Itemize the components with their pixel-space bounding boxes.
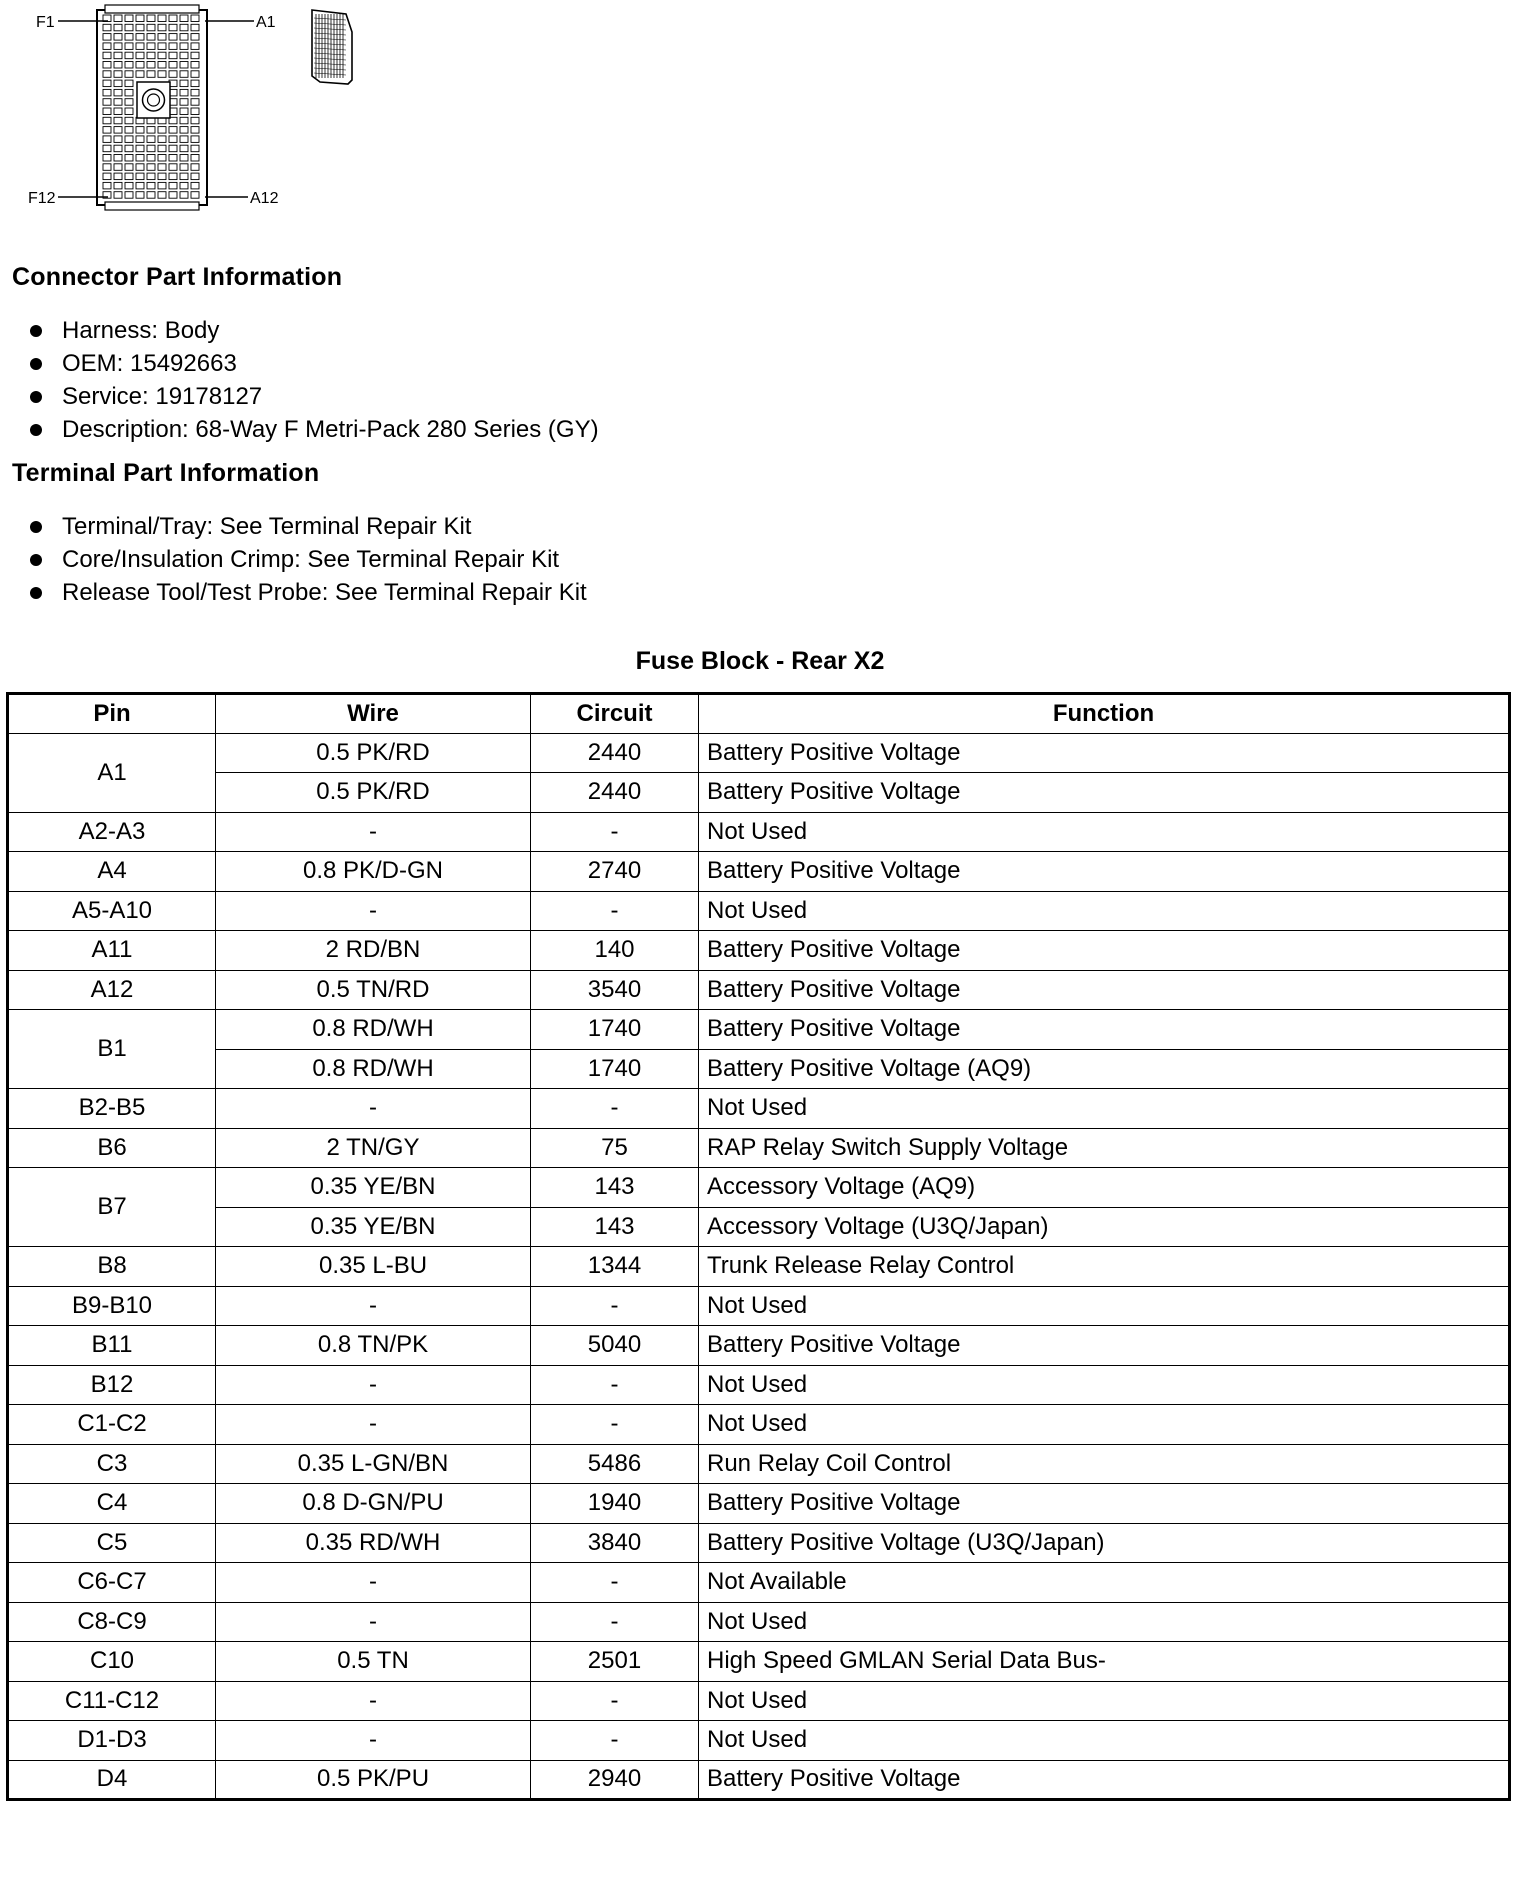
cell-pin: B1 xyxy=(8,1010,216,1089)
table-row xyxy=(8,970,1510,1010)
cell-wire: - xyxy=(216,1563,531,1603)
cell-function: Not Used xyxy=(699,1681,1510,1721)
cell-function: Not Used xyxy=(699,1602,1510,1642)
cell-function: Battery Positive Voltage (U3Q/Japan) xyxy=(699,1523,1510,1563)
cell-wire: 0.35 L-BU xyxy=(216,1247,531,1287)
cell-function: Not Used xyxy=(699,1089,1510,1129)
table-row xyxy=(8,733,1510,773)
side-body xyxy=(312,10,352,84)
table-row xyxy=(8,1089,1510,1129)
cell-function: Battery Positive Voltage xyxy=(699,852,1510,892)
cell-wire: 0.5 PK/RD xyxy=(216,773,531,813)
cell-pin: C4 xyxy=(8,1484,216,1524)
cell-circuit: - xyxy=(531,1721,699,1761)
header-circuit: Circuit xyxy=(531,694,699,734)
table-row xyxy=(8,1602,1510,1642)
cell-function: Battery Positive Voltage xyxy=(699,970,1510,1010)
cell-function: Accessory Voltage (U3Q/Japan) xyxy=(699,1207,1510,1247)
header-pin: Pin xyxy=(8,694,216,734)
cell-circuit: 1344 xyxy=(531,1247,699,1287)
cell-circuit: - xyxy=(531,1405,699,1445)
cell-function: Not Used xyxy=(699,891,1510,931)
cell-wire: 0.8 PK/D-GN xyxy=(216,852,531,892)
cell-circuit: - xyxy=(531,891,699,931)
terminal-info-item: Core/Insulation Crimp: See Terminal Repair Kit xyxy=(30,543,587,576)
cell-wire: - xyxy=(216,1681,531,1721)
pin-table xyxy=(6,692,1511,1801)
cell-pin: C11-C12 xyxy=(8,1681,216,1721)
table-row xyxy=(8,812,1510,852)
table-row xyxy=(8,1168,1510,1208)
cell-pin: D1-D3 xyxy=(8,1721,216,1761)
cell-wire: 0.5 PK/PU xyxy=(216,1760,531,1800)
table-row xyxy=(8,1128,1510,1168)
cell-pin: C5 xyxy=(8,1523,216,1563)
cell-pin: C6-C7 xyxy=(8,1563,216,1603)
cell-function: Battery Positive Voltage xyxy=(699,1326,1510,1366)
cell-circuit: - xyxy=(531,1365,699,1405)
label-a12: A12 xyxy=(250,190,279,207)
cell-function: Run Relay Coil Control xyxy=(699,1444,1510,1484)
terminal-info-item: Release Tool/Test Probe: See Terminal Repair Kit xyxy=(30,576,587,609)
cell-function: Not Used xyxy=(699,1405,1510,1445)
connector-info-item: Harness: Body xyxy=(30,314,599,347)
cell-function: Trunk Release Relay Control xyxy=(699,1247,1510,1287)
cell-pin: B8 xyxy=(8,1247,216,1287)
cell-wire: - xyxy=(216,1602,531,1642)
table-row xyxy=(8,1049,1510,1089)
cell-circuit: 5040 xyxy=(531,1326,699,1366)
cell-function: Not Available xyxy=(699,1563,1510,1603)
cell-pin: B12 xyxy=(8,1365,216,1405)
cell-circuit: 1940 xyxy=(531,1484,699,1524)
cell-function: Accessory Voltage (AQ9) xyxy=(699,1168,1510,1208)
cell-wire: 0.5 PK/RD xyxy=(216,733,531,773)
cell-wire: 0.35 YE/BN xyxy=(216,1168,531,1208)
connector-info-item: Service: 19178127 xyxy=(30,380,599,413)
cell-pin: B7 xyxy=(8,1168,216,1247)
cell-wire: - xyxy=(216,891,531,931)
cell-wire: 0.35 L-GN/BN xyxy=(216,1444,531,1484)
connector-info-item: OEM: 15492663 xyxy=(30,347,599,380)
cell-function: Battery Positive Voltage xyxy=(699,931,1510,971)
table-row xyxy=(8,1484,1510,1524)
cell-circuit: 5486 xyxy=(531,1444,699,1484)
cell-circuit: 1740 xyxy=(531,1049,699,1089)
table-row xyxy=(8,1405,1510,1445)
cell-pin: D4 xyxy=(8,1760,216,1800)
terminal-heading: Terminal Part Information xyxy=(12,459,320,487)
cell-wire: 0.35 RD/WH xyxy=(216,1523,531,1563)
cell-wire: - xyxy=(216,1721,531,1761)
connector-info-item: Description: 68-Way F Metri-Pack 280 Series (GY) xyxy=(30,413,599,446)
cell-wire: - xyxy=(216,812,531,852)
cell-pin: B11 xyxy=(8,1326,216,1366)
terminal-info-list xyxy=(30,510,587,609)
table-row xyxy=(8,1681,1510,1721)
cell-function: Not Used xyxy=(699,1721,1510,1761)
cell-pin: A4 xyxy=(8,852,216,892)
cell-function: High Speed GMLAN Serial Data Bus- xyxy=(699,1642,1510,1682)
cell-wire: 0.8 RD/WH xyxy=(216,1049,531,1089)
connector-diagram xyxy=(0,0,420,220)
table-row xyxy=(8,1207,1510,1247)
cell-function: Battery Positive Voltage xyxy=(699,1010,1510,1050)
cell-circuit: 2501 xyxy=(531,1642,699,1682)
table-row xyxy=(8,1760,1510,1800)
connector-heading: Connector Part Information xyxy=(12,263,343,291)
cell-pin: C1-C2 xyxy=(8,1405,216,1445)
table-row xyxy=(8,1444,1510,1484)
cell-circuit: 3540 xyxy=(531,970,699,1010)
table-row xyxy=(8,1010,1510,1050)
table-caption: Fuse Block - Rear X2 xyxy=(635,647,885,675)
cell-wire: 0.8 RD/WH xyxy=(216,1010,531,1050)
cell-function: Not Used xyxy=(699,1365,1510,1405)
cell-circuit: 143 xyxy=(531,1207,699,1247)
cell-function: Battery Positive Voltage xyxy=(699,773,1510,813)
cell-circuit: 2940 xyxy=(531,1760,699,1800)
table-row xyxy=(8,773,1510,813)
table-row xyxy=(8,1642,1510,1682)
cell-function: Battery Positive Voltage (AQ9) xyxy=(699,1049,1510,1089)
table-row xyxy=(8,1365,1510,1405)
cell-circuit: 143 xyxy=(531,1168,699,1208)
cell-pin: B2-B5 xyxy=(8,1089,216,1129)
header-wire: Wire xyxy=(216,694,531,734)
cell-pin: C10 xyxy=(8,1642,216,1682)
cell-wire: - xyxy=(216,1365,531,1405)
cell-function: RAP Relay Switch Supply Voltage xyxy=(699,1128,1510,1168)
cell-pin: C3 xyxy=(8,1444,216,1484)
cell-pin: C8-C9 xyxy=(8,1602,216,1642)
table-header-row xyxy=(8,694,1510,734)
cell-circuit: - xyxy=(531,812,699,852)
label-f12: F12 xyxy=(28,190,56,207)
cell-wire: - xyxy=(216,1405,531,1445)
table-row xyxy=(8,852,1510,892)
cell-circuit: 3840 xyxy=(531,1523,699,1563)
cell-circuit: - xyxy=(531,1286,699,1326)
table-row xyxy=(8,1326,1510,1366)
table-row xyxy=(8,1563,1510,1603)
cell-wire: 0.8 D-GN/PU xyxy=(216,1484,531,1524)
connector-side-view xyxy=(312,10,352,84)
table-row xyxy=(8,1523,1510,1563)
cell-pin: A5-A10 xyxy=(8,891,216,931)
cell-wire: - xyxy=(216,1286,531,1326)
cell-circuit: - xyxy=(531,1089,699,1129)
table-row xyxy=(8,1721,1510,1761)
cell-function: Not Used xyxy=(699,1286,1510,1326)
cell-pin: A12 xyxy=(8,970,216,1010)
cell-wire: 2 RD/BN xyxy=(216,931,531,971)
cell-wire: 2 TN/GY xyxy=(216,1128,531,1168)
cell-circuit: 1740 xyxy=(531,1010,699,1050)
cell-wire: - xyxy=(216,1089,531,1129)
label-a1: A1 xyxy=(256,14,276,31)
cell-circuit: 75 xyxy=(531,1128,699,1168)
connector-info-list xyxy=(30,314,599,446)
cell-pin: A1 xyxy=(8,733,216,812)
cell-wire: 0.5 TN/RD xyxy=(216,970,531,1010)
cell-pin: A11 xyxy=(8,931,216,971)
terminal-info-item: Terminal/Tray: See Terminal Repair Kit xyxy=(30,510,587,543)
table-row xyxy=(8,1247,1510,1287)
cell-pin: B9-B10 xyxy=(8,1286,216,1326)
table-row xyxy=(8,891,1510,931)
table-row xyxy=(8,1286,1510,1326)
cell-circuit: - xyxy=(531,1563,699,1603)
cell-function: Not Used xyxy=(699,812,1510,852)
cell-circuit: 2440 xyxy=(531,773,699,813)
cell-wire: 0.8 TN/PK xyxy=(216,1326,531,1366)
cell-wire: 0.35 YE/BN xyxy=(216,1207,531,1247)
connector-face xyxy=(97,5,207,210)
cell-function: Battery Positive Voltage xyxy=(699,1484,1510,1524)
cell-circuit: 140 xyxy=(531,931,699,971)
header-function: Function xyxy=(699,694,1510,734)
cell-circuit: - xyxy=(531,1602,699,1642)
cell-function: Battery Positive Voltage xyxy=(699,733,1510,773)
cell-circuit: 2440 xyxy=(531,733,699,773)
cell-pin: B6 xyxy=(8,1128,216,1168)
cell-function: Battery Positive Voltage xyxy=(699,1760,1510,1800)
label-f1: F1 xyxy=(36,14,55,31)
cell-circuit: - xyxy=(531,1681,699,1721)
cell-wire: 0.5 TN xyxy=(216,1642,531,1682)
cell-pin: A2-A3 xyxy=(8,812,216,852)
cell-circuit: 2740 xyxy=(531,852,699,892)
table-row xyxy=(8,931,1510,971)
